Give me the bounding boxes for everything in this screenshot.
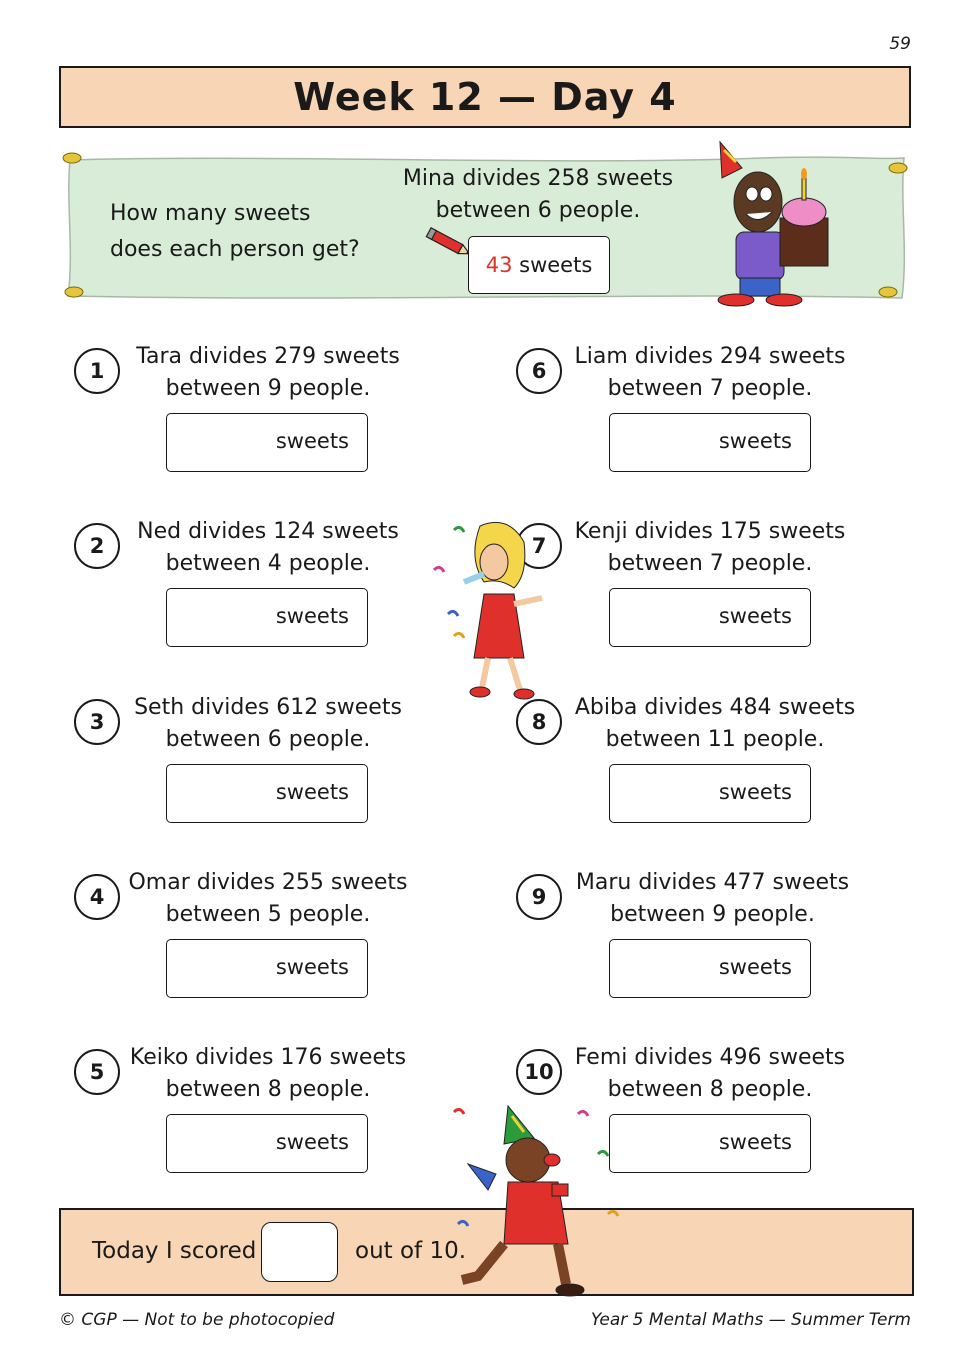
answer-box[interactable] [166,939,368,998]
question-number: 8 [516,699,562,745]
example-problem [398,163,678,227]
answer-box[interactable] [609,764,811,823]
example-answer-box [468,236,610,294]
question-line2: between 8 people. [607,1077,813,1102]
party-man-illustration [448,1104,638,1300]
page-title: Week 12 — Day 4 [293,75,677,119]
question-text [560,867,865,931]
question-line1: Abiba divides 484 sweets [574,695,856,720]
question-line2: between 9 people. [165,376,371,401]
example-answer-unit: sweets [519,253,593,277]
question-text [560,692,870,756]
question-line2: between 9 people. [610,902,815,927]
example-problem-line2: between 6 people. [435,198,641,223]
question-text [560,516,860,580]
question-line2: between 7 people. [607,551,813,576]
question-line2: between 8 people. [165,1077,371,1102]
answer-unit: sweets [718,780,792,804]
question-line1: Tara divides 279 sweets [136,344,400,369]
party-woman-illustration [424,518,564,702]
pencil-icon [424,226,474,260]
question-text [118,341,418,405]
question-line1: Seth divides 612 sweets [134,695,402,720]
question-number: 6 [516,348,562,394]
answer-box[interactable] [166,588,368,647]
question-line2: between 6 people. [165,727,371,752]
question-number: 2 [74,523,120,569]
question-number: 1 [74,348,120,394]
question-line1: Kenji divides 175 sweets [574,519,846,544]
question-text [118,692,418,756]
question-line1: Keiko divides 176 sweets [129,1045,407,1070]
answer-unit: sweets [718,955,792,979]
answer-unit: sweets [275,1130,349,1154]
question-line1: Omar divides 255 sweets [128,870,408,895]
answer-unit: sweets [275,429,349,453]
question-number: 3 [74,699,120,745]
question-line1: Maru divides 477 sweets [575,870,850,895]
question-text [118,867,418,931]
question-text [118,1042,418,1106]
question-text [560,1042,860,1106]
example-question-line1: How many sweets [110,201,311,226]
title-banner [59,66,911,128]
question-number: 10 [516,1049,562,1095]
example-answer-value: 43 [485,253,513,277]
question-number: 9 [516,874,562,920]
question-number: 4 [74,874,120,920]
answer-unit: sweets [718,604,792,628]
question-line1: Ned divides 124 sweets [137,519,399,544]
footer-book-title: Year 5 Mental Maths — Summer Term [590,1310,911,1330]
score-input-box[interactable] [261,1222,338,1282]
page-number: 59 [889,34,911,54]
question-line2: between 4 people. [165,551,371,576]
answer-unit: sweets [275,780,349,804]
score-suffix: out of 10. [355,1238,467,1264]
example-problem-line1: Mina divides 258 sweets [402,166,674,191]
answer-unit: sweets [718,1130,792,1154]
question-text [118,516,418,580]
answer-box[interactable] [609,413,811,472]
question-line1: Femi divides 496 sweets [574,1045,846,1070]
answer-unit: sweets [275,955,349,979]
question-number: 5 [74,1049,120,1095]
answer-box[interactable] [609,588,811,647]
example-question [110,196,360,268]
answer-box[interactable] [609,939,811,998]
answer-unit: sweets [718,429,792,453]
answer-box[interactable] [166,1114,368,1173]
answer-box[interactable] [166,764,368,823]
question-text [560,341,860,405]
answer-box[interactable] [609,1114,811,1173]
question-line2: between 5 people. [165,902,371,927]
score-label: Today I scored [92,1238,257,1264]
boy-with-cake-illustration [706,138,836,308]
answer-box[interactable] [166,413,368,472]
question-number: 7 [516,523,562,569]
answer-unit: sweets [275,604,349,628]
question-line2: between 7 people. [607,376,813,401]
footer-copyright: © CGP — Not to be photocopied [59,1310,335,1330]
question-line2: between 11 people. [605,727,825,752]
example-question-line2: does each person get? [110,237,360,262]
question-line1: Liam divides 294 sweets [574,344,846,369]
